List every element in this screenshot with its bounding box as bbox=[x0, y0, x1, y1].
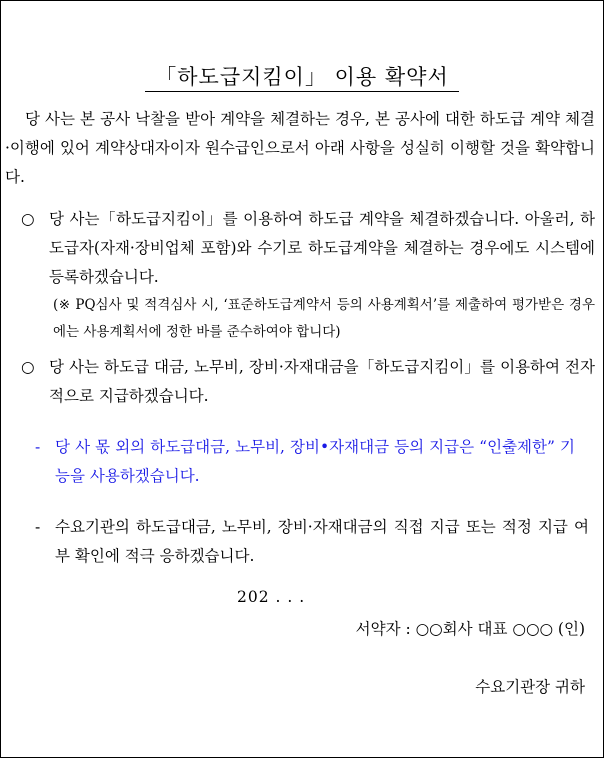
dash-bullet: - bbox=[35, 518, 41, 536]
pledge-item-2 bbox=[5, 353, 595, 411]
signature-date: 202 . . . bbox=[237, 588, 306, 606]
pledge-item-1-text: 당 사는「하도급지킴이」를 이용하여 하도급 계약을 체결하겠습니다. 아울러, 하도급자(자재·장비업체 포함)와 수기로 하도급계약을 체결하는 경우에도 시스템에 등록하겠습니다. bbox=[49, 210, 595, 286]
pledge-item-2-text: 당 사는 하도급 대금, 노무비, 장비·자재대금을「하도급지킴이」를 이용하여 전자적으로 지급하겠습니다. bbox=[49, 358, 595, 405]
document-title-wrap bbox=[1, 61, 603, 91]
sub-item-direct-payment bbox=[35, 513, 589, 571]
pledge-item-1-note: (※ PQ심사 및 적격심사 시, ‘표준하도급계약서 등의 사용계획서’를 제출하여 평가받은 경우에는 사용계획서에 정한 바를 준수하여야 합니다) bbox=[53, 297, 595, 340]
signer-line: 서약자 : ○○회사 대표 ○○○ (인) bbox=[355, 620, 585, 638]
dash-bullet: - bbox=[35, 438, 41, 456]
recipient-line: 수요기관장 귀하 bbox=[475, 678, 585, 696]
sub-item-withdrawal-text: 당 사 몫 외의 하도급대금, 노무비, 장비•자재대금 등의 지급은 “인출제한” 기능을 사용하겠습니다. bbox=[55, 438, 575, 485]
circle-bullet-icon: ○ bbox=[21, 358, 35, 376]
intro-paragraph: 당 사는 본 공사 낙찰을 받아 계약을 체결하는 경우, 본 공사에 대한 하도급 계약 체결·이행에 있어 계약상대자이자 원수급인으로서 아래 사항을 성실히 이행할 것을 확약합니다. bbox=[5, 110, 595, 186]
circle-bullet-icon: ○ bbox=[21, 210, 35, 228]
sub-item-withdrawal bbox=[35, 433, 575, 491]
document-title: 「하도급지킴이」 이용 확약서 bbox=[145, 65, 459, 92]
pledge-item-1 bbox=[5, 205, 595, 346]
sub-item-direct-payment-text: 수요기관의 하도급대금, 노무비, 장비·자재대금의 직접 지급 또는 적정 지급 여부 확인에 적극 응하겠습니다. bbox=[55, 518, 589, 565]
